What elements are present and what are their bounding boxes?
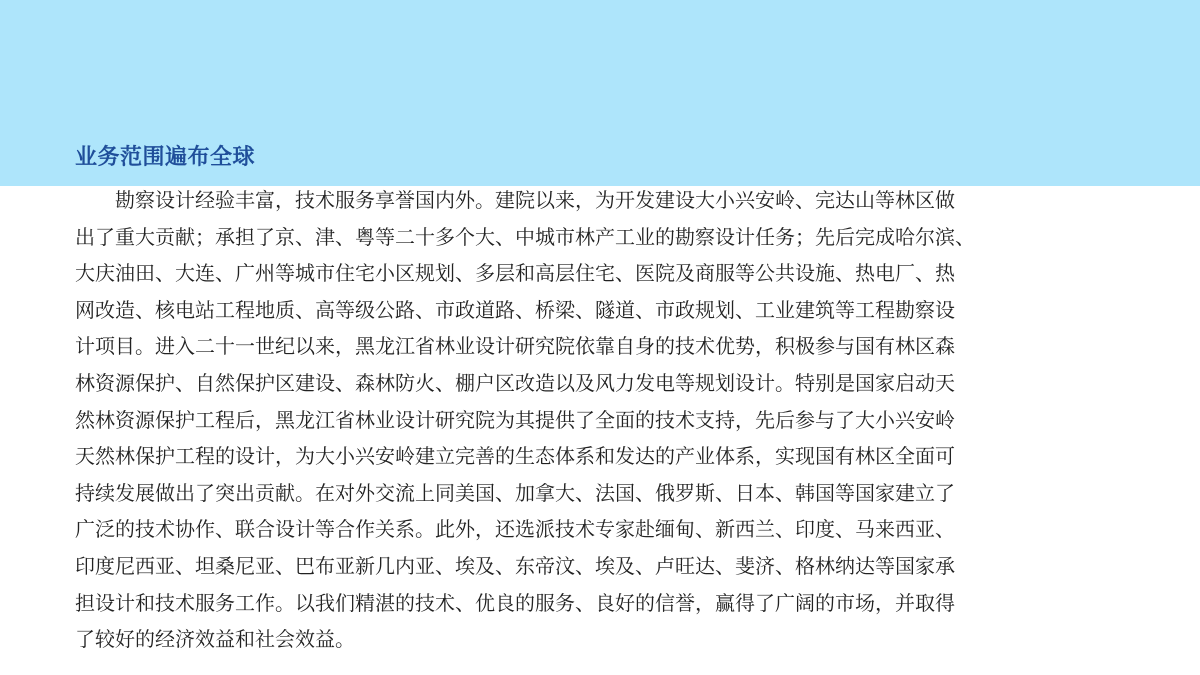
paragraph-line: 网改造、核电站工程地质、高等级公路、市政道路、桥梁、隧道、市政规划、工业建筑等工程勘察设 [75,297,955,322]
paragraph-line: 印度尼西亚、坦桑尼亚、巴布亚新几内亚、埃及、东帝汶、埃及、卢旺达、斐济、格林纳达等国家承 [75,553,955,578]
paragraph-line: 担设计和技术服务工作。以我们精湛的技术、优良的服务、良好的信誉，赢得了广阔的市场，并取得 [75,590,955,615]
paragraph-line: 出了重大贡献；承担了京、津、粤等二十多个大、中城市林产工业的勘察设计任务；先后完成哈尔滨、 [75,224,975,249]
paragraph-line: 林资源保护、自然保护区建设、森林防火、棚户区改造以及风力发电等规划设计。特别是国家启动天 [75,370,955,395]
paragraph-line: 然林资源保护工程后，黑龙江省林业设计研究院为其提供了全面的技术支持，先后参与了大小兴安岭 [75,407,955,432]
page-title: 业务范围遍布全球 [75,145,256,170]
paragraph-line: 勘察设计经验丰富，技术服务享誉国内外。建院以来，为开发建设大小兴安岭、完达山等林区做 [115,188,955,212]
paragraph-line: 了较好的经济效益和社会效益。 [75,627,355,652]
body-paragraph [75,182,1125,658]
paragraph-line: 大庆油田、大连、广州等城市住宅小区规划、多层和高层住宅、医院及商服等公共设施、热电厂、热 [75,261,955,286]
paragraph-line: 计项目。进入二十一世纪以来，黑龙江省林业设计研究院依靠自身的技术优势，积极参与国有林区森 [75,334,955,359]
paragraph-line: 天然林保护工程的设计，为大小兴安岭建立完善的生态体系和发达的产业体系，实现国有林区全面可 [75,444,955,469]
paragraph-line: 广泛的技术协作、联合设计等合作关系。此外，还选派技术专家赴缅甸、新西兰、印度、马来西亚、 [75,517,955,542]
paragraph-line: 持续发展做出了突出贡献。在对外交流上同美国、加拿大、法国、俄罗斯、日本、韩国等国家建立了 [75,480,955,505]
